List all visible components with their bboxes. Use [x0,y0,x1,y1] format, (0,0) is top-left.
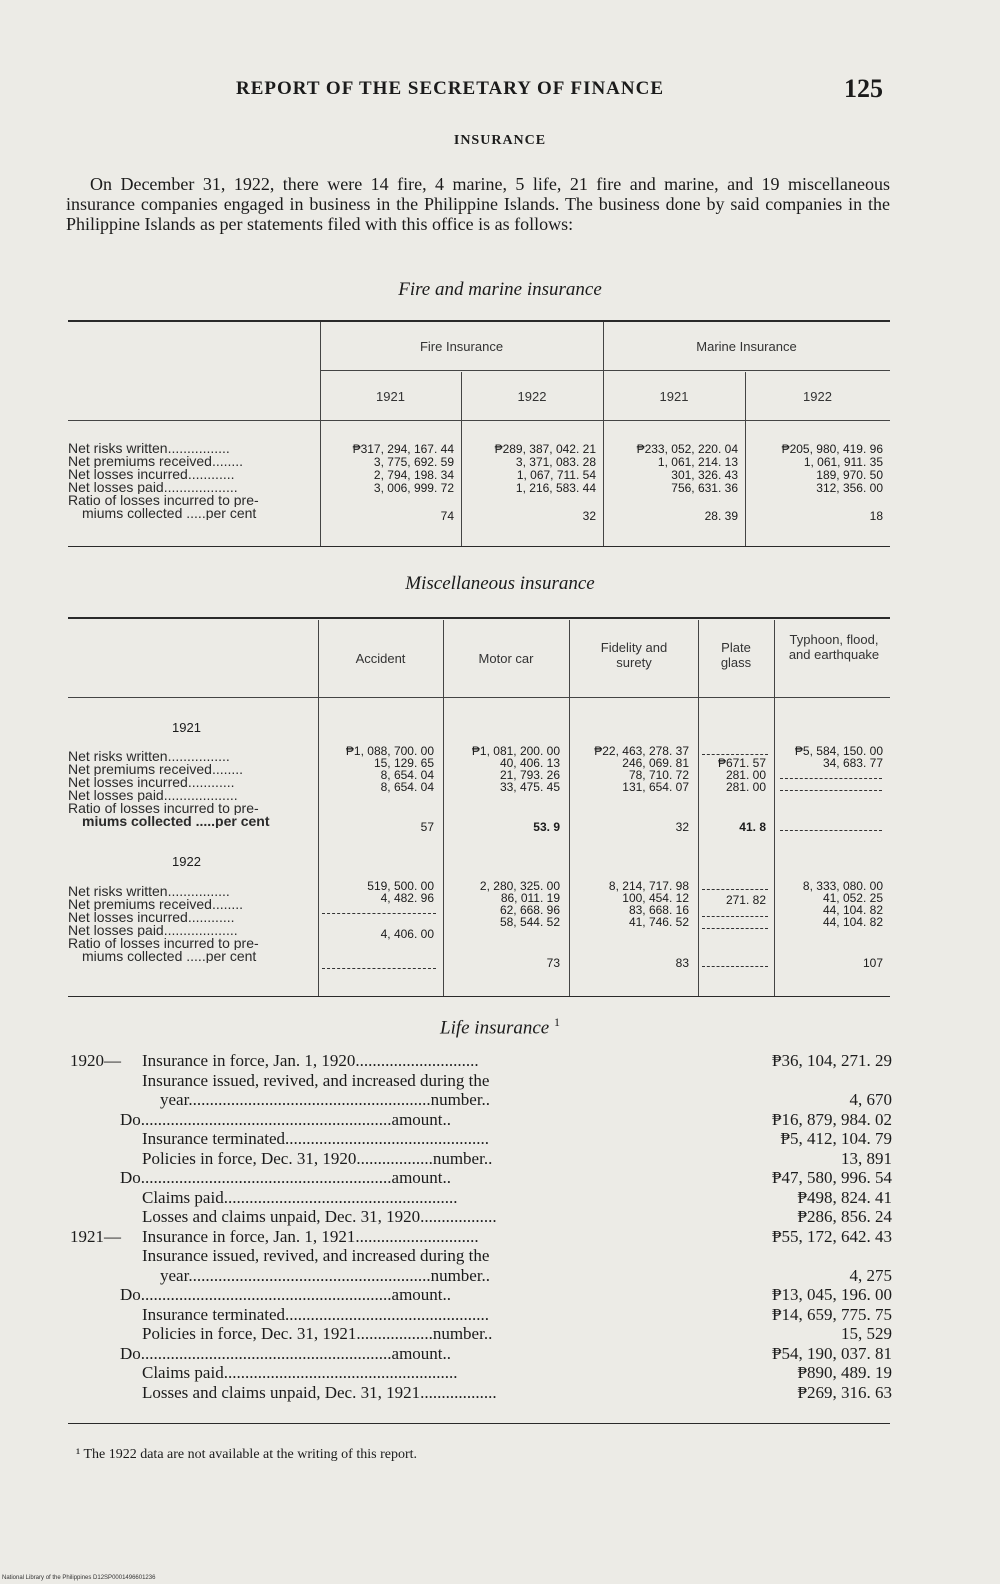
life-row-value: ₱54, 190, 037. 81 [772,1343,892,1363]
life-row [70,1364,892,1384]
empty-cell-dashes [702,916,768,917]
life-row-label: Claims paid....................................................... [142,1188,458,1207]
footnote: ¹ The 1922 data are not available at the writing of this report. [76,1447,417,1462]
table-cell: 1, 067, 711. 54 [516,468,596,482]
life-row [70,1091,892,1111]
table-cell: 519, 500. 00 [367,879,434,893]
life-caption-text: Life insurance [440,1017,550,1039]
table-cell: 74 [440,509,454,523]
column-divider [774,620,775,996]
table-cell: 281. 00 [725,768,766,782]
life-row-value: ₱269, 316. 63 [797,1382,892,1402]
column-header-year: 1921 [659,389,689,404]
row-label: Net risks written................ [68,750,230,763]
life-row-label: year.........................................................number.. [160,1266,491,1285]
column-header-fidelity: Fidelity and surety [600,640,668,670]
table-cell: 44, 104. 82 [822,915,883,929]
life-row-label: Insurance in force, Jan. 1, 1920............................. [142,1052,479,1070]
column-header-fire: Fire Insurance [419,339,504,354]
life-row-value: ₱47, 580, 996. 54 [772,1168,892,1187]
table-cell: ₱1, 088, 700. 00 [345,744,434,758]
page-number: 125 [844,74,883,103]
life-row-value: ₱890, 489. 19 [797,1363,892,1382]
header-divider [320,370,890,371]
column-header-typhoon: Typhoon, flood, and earthquake [788,632,880,662]
empty-cell-dashes [702,754,768,755]
table-cell: 4, 406. 00 [380,927,434,941]
life-row-label: Insurance issued, revived, and increased during the [142,1247,490,1265]
table-cell: 57 [420,820,434,834]
life-row [70,1169,892,1189]
life-row-value: 4, 275 [849,1265,892,1285]
table-cell: 21, 793. 26 [499,768,560,782]
year-label: 1921 [172,720,201,735]
life-row [70,1052,892,1072]
life-row-value: ₱14, 659, 775. 75 [772,1304,892,1324]
life-row-value: ₱16, 879, 984. 02 [772,1109,892,1129]
header-divider [68,697,890,698]
table-cell: 41. 8 [739,820,766,834]
life-row [70,1286,892,1306]
life-row-label: Do...........................................................amount.. [120,1344,452,1363]
table-cell: 1, 216, 583. 44 [515,481,596,495]
table-cell: 3, 371, 083. 28 [515,455,596,469]
column-header-plate-glass: Plate glass [720,640,752,670]
table-cell: 83, 668. 16 [628,903,689,917]
life-row [70,1247,892,1267]
life-row-label: Insurance issued, revived, and increased during the [142,1071,490,1090]
life-row [70,1306,892,1326]
table-cell: 73 [546,956,560,970]
life-row [70,1208,892,1228]
table-cell: 107 [862,956,883,970]
table-cell: 8, 333, 080. 00 [802,879,883,893]
life-row [70,1384,892,1404]
table-cell: ₱671. 57 [717,756,766,770]
table-cell: 32 [675,820,689,834]
row-label: Ratio of losses incurred to pre- [68,494,259,507]
life-row-label: year.........................................................number.. [160,1091,491,1109]
table-cell: 3, 006, 999. 72 [373,481,454,495]
fire-marine-caption: Fire and marine insurance [398,279,602,300]
row-label: Net losses incurred............ [68,776,235,789]
life-row-value: ₱36, 104, 271. 29 [772,1051,892,1070]
table-cell: 28. 39 [704,509,738,523]
life-row-value: 4, 670 [849,1090,892,1109]
column-header-year: 1921 [376,389,405,404]
empty-cell-dashes [702,928,768,929]
table-cell: 41, 052. 25 [822,891,883,905]
row-label: miums collected .....per cent [82,950,257,963]
table-cell: 62, 668. 96 [499,903,560,917]
table-cell: 189, 970. 50 [816,468,883,482]
table-cell: 33, 475. 45 [499,780,560,794]
row-label: Net losses incurred............ [68,468,235,481]
column-header-motor-car: Motor car [478,651,534,666]
table-cell: 83 [675,956,689,970]
column-header-marine: Marine Insurance [696,339,797,354]
table-cell: 78, 710. 72 [628,768,689,782]
column-header-accident: Accident [355,651,406,666]
column-divider [698,620,699,996]
row-labels [68,442,318,520]
row-label: Net risks written................ [68,885,230,898]
life-row [70,1150,892,1170]
life-row [70,1072,892,1092]
row-label: miums collected .....per cent [82,507,257,520]
table-cell: 8, 214, 717. 98 [608,879,689,893]
life-row-value: ₱286, 856. 24 [797,1207,892,1226]
table-cell: ₱205, 980, 419. 96 [781,442,883,456]
table-cell: 1, 061, 214. 13 [657,455,738,469]
table-cell: 18 [869,509,883,523]
life-row-label: Policies in force, Dec. 31, 1920..................number.. [142,1149,493,1168]
table-cell: 41, 746. 52 [628,915,689,929]
section-title: INSURANCE [453,133,547,148]
table-cell: 281. 00 [725,780,766,794]
table-cell: 32 [582,509,596,523]
column-header-year: 1922 [803,389,832,404]
life-row [70,1325,892,1345]
table-cell: 2, 280, 325. 00 [479,879,560,893]
column-divider [443,620,444,996]
table-cell: 131, 654. 07 [622,780,689,794]
table-cell: 3, 775, 692. 59 [373,455,454,469]
intro-paragraph: On December 31, 1922, there were 14 fire, 4 marine, 5 life, 21 fire and marine, and 19 miscellaneous insurance companies engaged in business in the Philippine Islands. The business done by said companies in the Philippine Islands as per statements filed with this office is as follows: [66,174,890,234]
column-divider [569,620,570,996]
row-label: Net losses incurred............ [68,911,235,924]
empty-cell-dashes [780,778,882,779]
table-cell: 15, 129. 65 [373,756,434,770]
life-row [70,1130,892,1150]
row-label: Net premiums received........ [68,763,244,776]
table-cell: 100, 454. 12 [622,891,689,905]
table-cell: 2, 794, 198. 34 [373,468,454,482]
row-label: Ratio of losses incurred to pre- [68,802,259,815]
life-row-label: Losses and claims unpaid, Dec. 31, 1921.................. [142,1383,497,1402]
table-cell: 312, 356. 00 [816,481,883,495]
table-cell: 8, 654. 04 [380,768,434,782]
row-label: Ratio of losses incurred to pre- [68,937,259,950]
life-row [70,1267,892,1287]
table-cell: ₱22, 463, 278. 37 [594,744,689,758]
life-row-label: Insurance terminated................................................ [142,1305,490,1324]
table-cell: 4, 482. 96 [380,891,434,905]
row-labels [68,750,318,828]
archive-identifier: National Library of the Philippines D12SP0001496601236 [2,1575,156,1581]
life-row-label: Insurance in force, Jan. 1, 1921............................. [142,1227,479,1246]
table-cell: 44, 104. 82 [822,903,883,917]
row-label: Net losses paid................... [68,924,238,937]
table-cell: ₱1, 081, 200. 00 [471,744,560,758]
row-label: Net losses paid................... [68,789,238,802]
row-label: miums collected .....per cent [82,815,270,828]
row-label: Net losses paid................... [68,481,238,494]
table-cell: 53. 9 [533,820,560,834]
empty-cell-dashes [322,968,436,969]
header-divider [68,420,890,421]
life-row-value: 13, 891 [841,1148,892,1168]
table-top-rule [68,617,890,619]
life-caption [0,1015,1000,1039]
life-row-value: ₱498, 824. 41 [797,1187,892,1207]
life-row [70,1345,892,1365]
table-cell: 8, 654. 04 [380,780,434,794]
row-label: Net risks written................ [68,442,230,455]
table-bottom-rule [68,996,890,997]
life-row-value: ₱55, 172, 642. 43 [772,1226,892,1246]
misc-caption: Miscellaneous insurance [405,573,595,594]
life-row [70,1111,892,1131]
life-row-label: Do...........................................................amount.. [120,1169,452,1187]
life-row-label: Losses and claims unpaid, Dec. 31, 1920.................. [142,1208,497,1226]
empty-cell-dashes [702,966,768,967]
life-year-label: 1920— [70,1051,121,1070]
life-bottom-rule [68,1423,890,1424]
row-labels [68,885,318,963]
life-row-label: Policies in force, Dec. 31, 1921..................number.. [142,1325,493,1343]
life-row-value: 15, 529 [841,1324,892,1343]
life-row-value: ₱13, 045, 196. 00 [772,1285,892,1304]
row-label: Net premiums received........ [68,455,244,468]
table-cell: ₱233, 052, 220. 04 [636,442,738,456]
table-bottom-rule [68,546,890,547]
life-row-label: Insurance terminated................................................ [142,1130,490,1148]
empty-cell-dashes [322,913,436,914]
footnote-marker: 1 [554,1015,560,1029]
running-head: REPORT OF THE SECRETARY OF FINANCE [236,78,665,99]
column-header-year: 1922 [517,389,547,404]
table-cell: 58, 544. 52 [499,915,560,929]
year-label: 1922 [172,854,201,869]
table-cell: ₱317, 294, 167. 44 [352,442,454,456]
life-row [70,1189,892,1209]
table-cell: 34, 683. 77 [822,756,883,770]
life-row-value: ₱5, 412, 104. 79 [780,1129,892,1148]
table-cell: 271. 82 [725,893,766,907]
table-cell: ₱5, 584, 150. 00 [794,744,883,758]
table-cell: 86, 011. 19 [500,891,560,905]
table-cell: 246, 069. 81 [622,756,689,770]
life-row-label: Do...........................................................amount.. [120,1286,452,1304]
empty-cell-dashes [780,790,882,791]
table-cell: 40, 406. 13 [499,756,560,770]
table-cell: 756, 631. 36 [671,481,738,495]
empty-cell-dashes [702,889,768,890]
life-row-label: Claims paid....................................................... [142,1364,458,1382]
life-row-label: Do...........................................................amount.. [120,1110,452,1129]
empty-cell-dashes [780,830,882,831]
table-top-rule [68,320,890,322]
life-row [70,1228,892,1248]
table-cell: 1, 061, 911. 35 [803,455,883,469]
table-cell: ₱289, 387, 042. 21 [494,442,596,456]
life-year-label: 1921— [70,1226,121,1246]
row-label: Net premiums received........ [68,898,244,911]
table-cell: 301, 326. 43 [671,468,738,482]
